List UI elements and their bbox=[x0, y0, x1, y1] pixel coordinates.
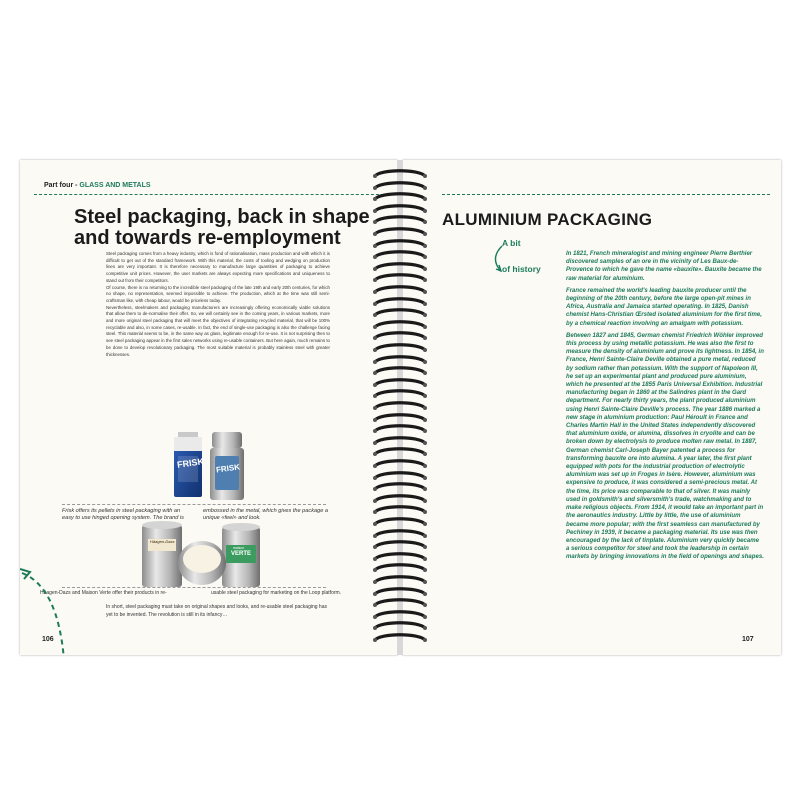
binding-ring bbox=[371, 516, 429, 528]
haagen-label: Häagen-Dazs bbox=[150, 539, 175, 544]
page-number-left: 106 bbox=[42, 636, 54, 643]
binding-ring bbox=[371, 632, 429, 644]
history-paragraph: France remained the world's leading bauxite producer until the beginning of the 20th century, before the large open-pit mines in Africa, Australia and Jamaica started operating. In 1825, Danish chemist Hans-Christian Œrsted isolated aluminium for the first time, by a chemical reaction involving an amalgam with potassium. bbox=[566, 287, 762, 327]
binding-ring bbox=[371, 191, 429, 203]
caption-reuse-left: Häagen-Dazs and Maison Verte offer their products in re- bbox=[40, 590, 167, 596]
page-title: ALUMINIUM PACKAGING bbox=[442, 210, 653, 229]
binding-ring bbox=[371, 238, 429, 250]
frisk-label-a: FRISK bbox=[176, 456, 205, 470]
binding-ring bbox=[371, 400, 429, 412]
binding-ring bbox=[371, 203, 429, 215]
binding-ring bbox=[371, 620, 429, 632]
binding-ring bbox=[371, 574, 429, 586]
binding-ring bbox=[371, 539, 429, 551]
right-page bbox=[402, 160, 781, 655]
body-paragraph: Of course, there is no returning to the incredible steel packaging of the late 19th and early 20th centuries, for which no shape, no representation, seemed impossible to achieve. The production, which at the time was still semi-craftsman like, with cheap labour, would be priceless today. bbox=[106, 284, 330, 303]
binding-ring bbox=[371, 470, 429, 482]
binding-ring bbox=[371, 586, 429, 598]
header-divider bbox=[442, 194, 770, 195]
body-paragraph: Steel packaging comes from a heavy industry, which is fond of rationalisation, mass production and with which it is difficult to get out of the standard framework. With this material, the costs of tooling and wedging on production lines are very important. It is therefore necessary to manufacture large quantities of packaging to achieve competitive unit prices. However, the user markets are always expecting more specifications and uniqueness to stand out from their competitors. bbox=[106, 251, 330, 283]
binding-ring bbox=[371, 446, 429, 458]
binding-ring bbox=[371, 435, 429, 447]
frisk-tins-photo bbox=[168, 430, 268, 507]
running-head-prefix: Part four - bbox=[44, 182, 80, 189]
closing-paragraph: In short, steel packaging must take on original shapes and looks, and re-usable steel packaging has yet to be invented. The revolution is still in its infancy… bbox=[106, 604, 327, 618]
caption-divider bbox=[62, 504, 326, 505]
binding-ring bbox=[371, 168, 429, 180]
binding-ring bbox=[371, 214, 429, 226]
history-text bbox=[566, 250, 764, 566]
decorative-arc-icon bbox=[20, 565, 80, 655]
body-paragraph: Nevertheless, steelmakers and packaging manufacturers are increasingly offering economically viable solutions that allow them to de-normalise their offer. So, we will certainly see in the coming years, in various markets, more and more original steel packaging that will meet the objectives of integrating recycled material, that will be 100% recyclable and also, in some cases, re-usable. In fact, the end of single-use packaging is also the challenge facing steel. This material seems to be, in the same way as glass, legitimate enough for re-use. It is not surprising then to see steel packaging appear in the first sales networks using re-usable containers. But here again, much remains to be done to develop revolutionary packaging. The most suitable material is probably stainless steel with greater thicknesses. bbox=[106, 304, 330, 357]
verte-sub-label: maison bbox=[233, 546, 245, 550]
caption-divider bbox=[62, 587, 326, 588]
binding-ring bbox=[371, 365, 429, 377]
history-paragraph: Between 1827 and 1845, German chemist Friedrich Wöhler improved this process by using metallic potassium. He was also the first to measure the density of aluminium and prove its lightness. In 1854, in France, Henri Sainte-Claire Deville obtained a pure metal, reduced by sodium rather than potassium. With the support of Napoleon III, he set up an experimental plant and produced pure aluminium, which he presented at the 1855 Paris Universal Exhibition. Industrial manufacturing began in 1860 at the Salindres plant in the Gard department. For nearly thirty years, the plant produced aluminium using Henri Sainte-Claire Deville's process. The year 1886 marked a new stage in aluminium production: Paul Héroult in France and Charles Martin Hall in the United States independently discovered that aluminium oxide, or alumina, dissolves in cryolite and can be broken down by electrolysis to produce molten raw metal. In 1887, German chemist Carl-Joseph Bayer patented a process for transforming bauxite ore into alumina. A year later, the first plant equipped with pots for the industrial production of electrolytic aluminium was set up in Froges in Isère. However, aluminium was expensive to produce, it was considered a semi-precious metal. At the time, its price was comparable to that of silver. It was mainly used in goldsmith's and silversmith's trade, watchmaking and to make religious objects. From 1914, it would take an important part in the aeronautics industry. Little by little, the use of aluminium became more popular; with the first seamless can manufactured by Pechiney in 1939, it became a packaging material. Its use was then encouraged by the lack of tinplate. Aluminium very quickly became a serious competitor for steel and took the leadership in certain markets by bringing innovations in the field of openings and shapes. bbox=[566, 332, 764, 561]
binding-ring bbox=[371, 458, 429, 470]
caption-reuse-right: usable steel packaging for marketing on the Loop platform. bbox=[211, 590, 342, 596]
reusable-tins-photo bbox=[138, 519, 266, 596]
binding-ring bbox=[371, 609, 429, 621]
running-head-section: GLASS AND METALS bbox=[79, 182, 151, 189]
binding-ring bbox=[371, 504, 429, 516]
left-page bbox=[20, 160, 398, 655]
caption-frisk-right: embossed in the metal, which gives the package a unique «feel» and look. bbox=[203, 508, 328, 522]
binding-ring bbox=[371, 481, 429, 493]
binding-ring bbox=[371, 180, 429, 192]
binding-ring bbox=[371, 528, 429, 540]
binding-ring bbox=[371, 377, 429, 389]
binding-ring bbox=[371, 284, 429, 296]
page-number-right: 107 bbox=[742, 636, 754, 643]
spiral-binding bbox=[371, 168, 429, 648]
running-head bbox=[44, 182, 151, 189]
binding-ring bbox=[371, 319, 429, 331]
binding-ring bbox=[371, 249, 429, 261]
side-heading-line1: A bit bbox=[502, 238, 521, 248]
frisk-label-b: FRISK bbox=[215, 462, 241, 475]
binding-ring bbox=[371, 493, 429, 505]
binding-ring bbox=[371, 388, 429, 400]
binding-ring bbox=[371, 597, 429, 609]
binding-ring bbox=[371, 330, 429, 342]
binding-ring bbox=[371, 551, 429, 563]
history-paragraph: In 1821, French mineralogist and mining engineer Pierre Berthier discovered samples of an ore in the vicinity of Les Baux-de-Provence to which he gave the name «bauxite». Bauxite became the raw material for aluminium. bbox=[566, 251, 762, 282]
binding-ring bbox=[371, 226, 429, 238]
binding-ring bbox=[371, 272, 429, 284]
verte-label: VERTE bbox=[231, 551, 252, 557]
caption-frisk-left: Frisk offers its pellets in steel packaging with an easy to use hinged opening system. The brand is bbox=[62, 508, 184, 522]
binding-ring bbox=[371, 562, 429, 574]
binding-ring bbox=[371, 342, 429, 354]
binding-ring bbox=[371, 354, 429, 366]
binding-ring bbox=[371, 412, 429, 424]
body-text bbox=[106, 251, 330, 358]
binding-ring bbox=[371, 307, 429, 319]
page-title: Steel packaging, back in shape and towards re-employment bbox=[74, 206, 370, 249]
header-divider bbox=[34, 194, 389, 195]
side-heading-line2: of history bbox=[502, 264, 541, 274]
binding-ring bbox=[371, 423, 429, 435]
binding-ring bbox=[371, 296, 429, 308]
binding-ring bbox=[371, 261, 429, 273]
